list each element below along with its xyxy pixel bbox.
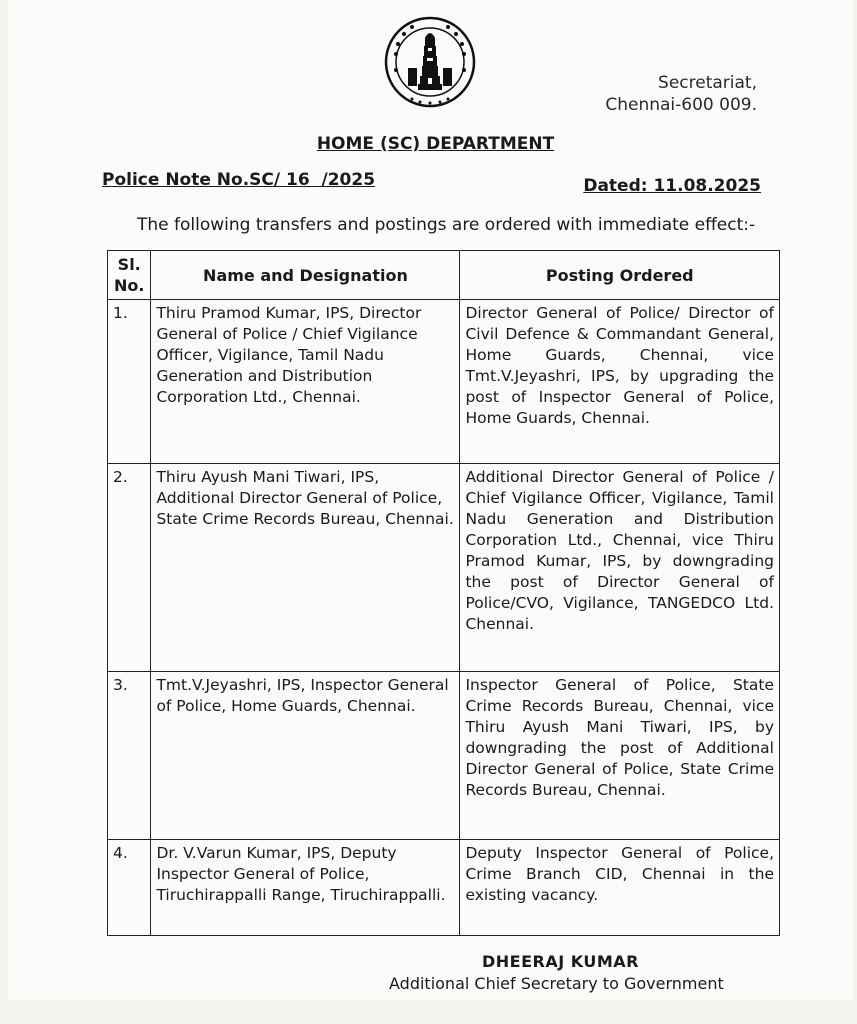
table-row <box>108 840 780 936</box>
row-posting-ordered: Deputy Inspector General of Police, Crime Branch CID, Chennai in the existing vacancy. <box>460 840 780 936</box>
dated-label: Dated: 11.08.2025 <box>583 176 761 196</box>
table-row <box>108 672 780 840</box>
header-sl-no: Sl. No. <box>108 251 151 300</box>
row-sl-no: 1. <box>108 300 151 464</box>
row-name-designation: Thiru Pramod Kumar, IPS, Director General of Police / Chief Vigilance Officer, Vigilance, Tamil Nadu Generation and Distribution Corporation Ltd., Chennai. <box>151 300 460 464</box>
row-sl-no: 4. <box>108 840 151 936</box>
row-name-designation: Dr. V.Varun Kumar, IPS, Deputy Inspector General of Police, Tiruchirappalli Range, Tiruchirappalli. <box>151 840 460 936</box>
table-header-row <box>108 251 780 300</box>
signatory-title: Additional Chief Secretary to Government <box>389 974 724 993</box>
table-row <box>108 464 780 672</box>
header-posting-ordered: Posting Ordered <box>460 251 780 300</box>
table-row <box>108 300 780 464</box>
address-line-1: Secretariat, <box>658 73 757 93</box>
row-sl-no: 3. <box>108 672 151 840</box>
address-line-2: Chennai-600 009. <box>605 95 757 115</box>
address-block <box>605 72 757 116</box>
row-sl-no: 2. <box>108 464 151 672</box>
postings-table <box>107 250 780 936</box>
intro-text: The following transfers and postings are ordered with immediate effect:- <box>137 215 756 235</box>
row-posting-ordered: Additional Director General of Police / Chief Vigilance Officer, Vigilance, Tamil Nadu Generation and Distribution Corporation Ltd., Chennai, vice Thiru Pramod Kumar, IPS, by downgrading the post of Director General of Police/CVO, Vigilance, TANGEDCO Ltd. Chennai. <box>460 464 780 672</box>
row-name-designation: Thiru Ayush Mani Tiwari, IPS, Additional Director General of Police, State Crime Records Bureau, Chennai. <box>151 464 460 672</box>
row-posting-ordered: Inspector General of Police, State Crime Records Bureau, Chennai, vice Thiru Ayush Mani Tiwari, IPS, by downgrading the post of Additional Director General of Police, State Crime Records Bureau, Chennai. <box>460 672 780 840</box>
header-name-designation: Name and Designation <box>151 251 460 300</box>
row-posting-ordered: Director General of Police/ Director of Civil Defence & Commandant General, Home Guards, Chennai, vice Tmt.V.Jeyashri, IPS, by upgrading the post of Inspector General of Police, Home Guards, Chennai. <box>460 300 780 464</box>
tamil-nadu-emblem-icon <box>382 14 478 110</box>
department-title: HOME (SC) DEPARTMENT <box>316 134 555 154</box>
signatory-name: DHEERAJ KUMAR <box>482 952 639 971</box>
row-name-designation: Tmt.V.Jeyashri, IPS, Inspector General of Police, Home Guards, Chennai. <box>151 672 460 840</box>
police-note-number: Police Note No.SC/ 16 /2025 <box>102 170 376 190</box>
department-heading <box>0 134 857 154</box>
